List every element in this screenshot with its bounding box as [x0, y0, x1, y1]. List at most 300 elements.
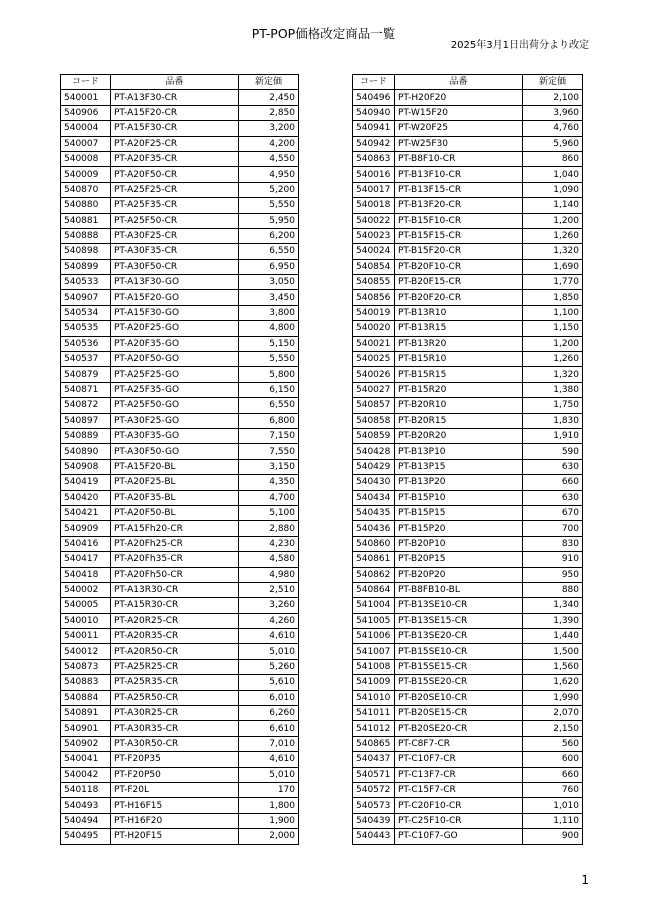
- product-code-cell: 540880: [61, 198, 111, 213]
- product-code-cell: 540864: [353, 582, 395, 597]
- table-row: [61, 459, 299, 474]
- price-cell: 670: [523, 505, 583, 520]
- product-name-cell: PT-A30R50-CR: [111, 736, 239, 751]
- price-cell: 6,800: [239, 413, 299, 428]
- product-name-cell: PT-A15F30-CR: [111, 121, 239, 136]
- product-name-cell: PT-A15F20-CR: [111, 105, 239, 120]
- price-cell: 1,560: [523, 659, 583, 674]
- price-cell: 1,320: [523, 244, 583, 259]
- table-row: [61, 613, 299, 628]
- price-cell: 4,760: [523, 121, 583, 136]
- product-name-cell: PT-A25R35-CR: [111, 675, 239, 690]
- product-name-cell: PT-B13SE15-CR: [395, 613, 523, 628]
- product-name-cell: PT-A30R35-CR: [111, 721, 239, 736]
- product-name-cell: PT-H20F20: [395, 90, 523, 105]
- table-row: [61, 367, 299, 382]
- price-cell: 2,850: [239, 105, 299, 120]
- product-code-cell: 540428: [353, 444, 395, 459]
- table-row: [353, 659, 583, 674]
- product-name-cell: PT-A15F30-GO: [111, 305, 239, 320]
- product-code-cell: 540860: [353, 536, 395, 551]
- table-row: [353, 490, 583, 505]
- product-code-cell: 540017: [353, 182, 395, 197]
- product-code-cell: 540863: [353, 151, 395, 166]
- product-name-cell: PT-A20F50-BL: [111, 505, 239, 520]
- product-code-cell: 540020: [353, 321, 395, 336]
- price-cell: 660: [523, 475, 583, 490]
- price-cell: 5,550: [239, 198, 299, 213]
- table-row: [353, 105, 583, 120]
- price-cell: 4,610: [239, 752, 299, 767]
- table-row: [353, 90, 583, 105]
- price-cell: 1,380: [523, 382, 583, 397]
- table-header-row: [353, 75, 583, 90]
- table-row: [353, 198, 583, 213]
- table-row: [353, 398, 583, 413]
- table-row: [61, 736, 299, 751]
- price-cell: 170: [239, 782, 299, 797]
- table-row: [61, 505, 299, 520]
- product-code-cell: 541010: [353, 690, 395, 705]
- table-row: [61, 275, 299, 290]
- table-row: [353, 706, 583, 721]
- table-row: [353, 275, 583, 290]
- table-row: [61, 644, 299, 659]
- product-name-cell: PT-B15P15: [395, 505, 523, 520]
- price-cell: 1,900: [239, 813, 299, 828]
- product-name-cell: PT-W20F25: [395, 121, 523, 136]
- product-name-cell: PT-B20F10-CR: [395, 259, 523, 274]
- product-name-cell: PT-B15SE10-CR: [395, 644, 523, 659]
- price-cell: 1,200: [523, 336, 583, 351]
- price-cell: 5,010: [239, 644, 299, 659]
- price-cell: 1,200: [523, 213, 583, 228]
- price-cell: 1,750: [523, 398, 583, 413]
- product-name-cell: PT-B20SE20-CR: [395, 721, 523, 736]
- product-name-cell: PT-B15P20: [395, 521, 523, 536]
- table-row: [61, 829, 299, 844]
- table-row: [353, 782, 583, 797]
- product-code-cell: 540862: [353, 567, 395, 582]
- table-row: [353, 228, 583, 243]
- table-row: [353, 444, 583, 459]
- product-code-cell: 541012: [353, 721, 395, 736]
- table-row: [353, 121, 583, 136]
- product-code-cell: 540881: [61, 213, 111, 228]
- table-row: [353, 428, 583, 443]
- product-name-cell: PT-B20F20-CR: [395, 290, 523, 305]
- product-code-cell: 540008: [61, 151, 111, 166]
- product-code-cell: 540007: [61, 136, 111, 151]
- product-name-cell: PT-A25R25-CR: [111, 659, 239, 674]
- price-cell: 830: [523, 536, 583, 551]
- column-header-code: コード: [61, 75, 111, 90]
- product-name-cell: PT-C20F10-CR: [395, 798, 523, 813]
- price-cell: 6,010: [239, 690, 299, 705]
- product-name-cell: PT-B15R10: [395, 352, 523, 367]
- document-title: PT-POP価格改定商品一覧: [251, 26, 396, 41]
- product-code-cell: 541007: [353, 644, 395, 659]
- table-row: [353, 613, 583, 628]
- price-cell: 4,980: [239, 567, 299, 582]
- product-name-cell: PT-A15R30-CR: [111, 598, 239, 613]
- product-name-cell: PT-H16F15: [111, 798, 239, 813]
- product-code-cell: 540419: [61, 475, 111, 490]
- table-row: [353, 598, 583, 613]
- product-name-cell: PT-B15R20: [395, 382, 523, 397]
- product-code-cell: 540496: [353, 90, 395, 105]
- product-name-cell: PT-B13SE20-CR: [395, 629, 523, 644]
- product-code-cell: 540537: [61, 352, 111, 367]
- price-cell: 1,690: [523, 259, 583, 274]
- table-row: [61, 213, 299, 228]
- product-code-cell: 540572: [353, 782, 395, 797]
- table-row: [61, 659, 299, 674]
- product-code-cell: 540891: [61, 706, 111, 721]
- product-code-cell: 540005: [61, 598, 111, 613]
- price-cell: 2,150: [523, 721, 583, 736]
- price-cell: 1,150: [523, 321, 583, 336]
- product-code-cell: 540042: [61, 767, 111, 782]
- table-row: [61, 552, 299, 567]
- product-code-cell: 540865: [353, 736, 395, 751]
- product-name-cell: PT-F20P50: [111, 767, 239, 782]
- table-row: [61, 813, 299, 828]
- product-name-cell: PT-B13P15: [395, 459, 523, 474]
- price-cell: 5,200: [239, 182, 299, 197]
- product-name-cell: PT-B20SE10-CR: [395, 690, 523, 705]
- product-name-cell: PT-H16F20: [111, 813, 239, 828]
- product-code-cell: 540855: [353, 275, 395, 290]
- product-code-cell: 540493: [61, 798, 111, 813]
- product-name-cell: PT-A30F50-CR: [111, 259, 239, 274]
- product-name-cell: PT-B20P15: [395, 552, 523, 567]
- product-code-cell: 540571: [353, 767, 395, 782]
- revision-date-note: 2025年3月1日出荷分より改定: [450, 40, 589, 51]
- price-cell: 6,260: [239, 706, 299, 721]
- product-code-cell: 540857: [353, 398, 395, 413]
- column-header-name: 品番: [395, 75, 523, 90]
- product-code-cell: 540010: [61, 613, 111, 628]
- price-cell: 3,800: [239, 305, 299, 320]
- price-cell: 1,090: [523, 182, 583, 197]
- product-name-cell: PT-C10F7-CR: [395, 752, 523, 767]
- product-name-cell: PT-A30F25-GO: [111, 413, 239, 428]
- price-cell: 6,200: [239, 228, 299, 243]
- product-name-cell: PT-A30F25-CR: [111, 228, 239, 243]
- product-name-cell: PT-A25F50-CR: [111, 213, 239, 228]
- product-code-cell: 540434: [353, 490, 395, 505]
- price-cell: 3,260: [239, 598, 299, 613]
- product-code-cell: 540041: [61, 752, 111, 767]
- table-row: [353, 736, 583, 751]
- product-code-cell: 540026: [353, 367, 395, 382]
- price-cell: 6,950: [239, 259, 299, 274]
- price-cell: 4,800: [239, 321, 299, 336]
- price-cell: 1,620: [523, 675, 583, 690]
- product-code-cell: 540023: [353, 228, 395, 243]
- price-cell: 1,260: [523, 228, 583, 243]
- price-cell: 1,040: [523, 167, 583, 182]
- product-name-cell: PT-A20F25-GO: [111, 321, 239, 336]
- price-cell: 5,150: [239, 336, 299, 351]
- table-row: [353, 675, 583, 690]
- table-row: [353, 459, 583, 474]
- product-code-cell: 540012: [61, 644, 111, 659]
- price-cell: 5,550: [239, 352, 299, 367]
- product-name-cell: PT-B13P20: [395, 475, 523, 490]
- table-row: [353, 244, 583, 259]
- product-name-cell: PT-B15SE20-CR: [395, 675, 523, 690]
- price-cell: 3,050: [239, 275, 299, 290]
- product-name-cell: PT-A20F25-CR: [111, 136, 239, 151]
- product-code-cell: 540024: [353, 244, 395, 259]
- price-cell: 1,440: [523, 629, 583, 644]
- product-code-cell: 540861: [353, 552, 395, 567]
- table-row: [353, 690, 583, 705]
- product-name-cell: PT-A25F25-CR: [111, 182, 239, 197]
- table-row: [353, 521, 583, 536]
- product-name-cell: PT-A20R25-CR: [111, 613, 239, 628]
- product-code-cell: 541008: [353, 659, 395, 674]
- product-name-cell: PT-A25F35-CR: [111, 198, 239, 213]
- product-code-cell: 540884: [61, 690, 111, 705]
- price-cell: 7,150: [239, 428, 299, 443]
- table-row: [353, 259, 583, 274]
- price-cell: 3,200: [239, 121, 299, 136]
- product-name-cell: PT-A20F35-CR: [111, 151, 239, 166]
- product-code-cell: 540002: [61, 582, 111, 597]
- product-code-cell: 540025: [353, 352, 395, 367]
- price-table-right: [352, 74, 583, 845]
- table-row: [61, 305, 299, 320]
- product-code-cell: 540435: [353, 505, 395, 520]
- product-name-cell: PT-B15F10-CR: [395, 213, 523, 228]
- product-name-cell: PT-B13F15-CR: [395, 182, 523, 197]
- price-cell: 2,000: [239, 829, 299, 844]
- table-row: [353, 382, 583, 397]
- table-row: [353, 151, 583, 166]
- table-row: [61, 675, 299, 690]
- price-cell: 2,070: [523, 706, 583, 721]
- price-cell: 1,910: [523, 428, 583, 443]
- product-code-cell: 540573: [353, 798, 395, 813]
- product-name-cell: PT-B13P10: [395, 444, 523, 459]
- price-cell: 6,610: [239, 721, 299, 736]
- table-row: [353, 829, 583, 844]
- table-row: [61, 536, 299, 551]
- product-name-cell: PT-A20Fh50-CR: [111, 567, 239, 582]
- table-row: [353, 413, 583, 428]
- product-code-cell: 541006: [353, 629, 395, 644]
- product-code-cell: 541011: [353, 706, 395, 721]
- product-code-cell: 541009: [353, 675, 395, 690]
- price-cell: 950: [523, 567, 583, 582]
- table-row: [61, 428, 299, 443]
- table-row: [61, 490, 299, 505]
- product-code-cell: 540888: [61, 228, 111, 243]
- price-cell: 5,010: [239, 767, 299, 782]
- product-name-cell: PT-A20F25-BL: [111, 475, 239, 490]
- product-name-cell: PT-A20Fh35-CR: [111, 552, 239, 567]
- price-cell: 3,450: [239, 290, 299, 305]
- product-name-cell: PT-B20P20: [395, 567, 523, 582]
- table-row: [61, 767, 299, 782]
- product-code-cell: 540430: [353, 475, 395, 490]
- product-name-cell: PT-A13R30-CR: [111, 582, 239, 597]
- price-cell: 5,260: [239, 659, 299, 674]
- table-row: [61, 290, 299, 305]
- table-row: [353, 644, 583, 659]
- table-row: [353, 813, 583, 828]
- product-code-cell: 540418: [61, 567, 111, 582]
- price-cell: 5,960: [523, 136, 583, 151]
- product-name-cell: PT-B15F15-CR: [395, 228, 523, 243]
- product-name-cell: PT-W15F20: [395, 105, 523, 120]
- product-name-cell: PT-B20F15-CR: [395, 275, 523, 290]
- product-name-cell: PT-B20P10: [395, 536, 523, 551]
- product-name-cell: PT-A13F30-CR: [111, 90, 239, 105]
- product-name-cell: PT-B20R20: [395, 428, 523, 443]
- price-cell: 4,350: [239, 475, 299, 490]
- product-name-cell: PT-B15SE15-CR: [395, 659, 523, 674]
- price-cell: 1,010: [523, 798, 583, 813]
- product-code-cell: 540899: [61, 259, 111, 274]
- table-row: [353, 536, 583, 551]
- column-header-name: 品番: [111, 75, 239, 90]
- product-name-cell: PT-H20F15: [111, 829, 239, 844]
- product-name-cell: PT-B15F20-CR: [395, 244, 523, 259]
- table-row: [353, 336, 583, 351]
- product-code-cell: 540890: [61, 444, 111, 459]
- table-row: [61, 105, 299, 120]
- price-table-left-body: [61, 90, 299, 844]
- price-cell: 600: [523, 752, 583, 767]
- product-code-cell: 540437: [353, 752, 395, 767]
- price-cell: 6,550: [239, 244, 299, 259]
- product-name-cell: PT-A20Fh25-CR: [111, 536, 239, 551]
- price-cell: 1,990: [523, 690, 583, 705]
- page-number: 1: [581, 873, 589, 887]
- product-code-cell: 540941: [353, 121, 395, 136]
- product-name-cell: PT-B13F20-CR: [395, 198, 523, 213]
- price-cell: 4,260: [239, 613, 299, 628]
- price-cell: 5,610: [239, 675, 299, 690]
- product-name-cell: PT-F20P35: [111, 752, 239, 767]
- product-name-cell: PT-B13R10: [395, 305, 523, 320]
- price-cell: 1,260: [523, 352, 583, 367]
- table-row: [61, 629, 299, 644]
- table-row: [353, 798, 583, 813]
- table-row: [61, 752, 299, 767]
- product-code-cell: 540873: [61, 659, 111, 674]
- product-name-cell: PT-B20SE15-CR: [395, 706, 523, 721]
- table-row: [61, 259, 299, 274]
- price-cell: 1,770: [523, 275, 583, 290]
- table-row: [61, 567, 299, 582]
- price-cell: 590: [523, 444, 583, 459]
- product-code-cell: 540879: [61, 367, 111, 382]
- product-name-cell: PT-A25F25-GO: [111, 367, 239, 382]
- product-code-cell: 540870: [61, 182, 111, 197]
- product-code-cell: 540027: [353, 382, 395, 397]
- table-row: [61, 721, 299, 736]
- product-name-cell: PT-A20F50-CR: [111, 167, 239, 182]
- table-row: [353, 213, 583, 228]
- product-code-cell: 540018: [353, 198, 395, 213]
- table-header-row: [61, 75, 299, 90]
- product-code-cell: 541004: [353, 598, 395, 613]
- product-code-cell: 540889: [61, 428, 111, 443]
- price-cell: 4,550: [239, 151, 299, 166]
- product-code-cell: 540854: [353, 259, 395, 274]
- product-code-cell: 540534: [61, 305, 111, 320]
- product-name-cell: PT-B13SE10-CR: [395, 598, 523, 613]
- table-row: [61, 352, 299, 367]
- price-cell: 4,950: [239, 167, 299, 182]
- price-cell: 1,390: [523, 613, 583, 628]
- table-row: [61, 198, 299, 213]
- table-row: [353, 505, 583, 520]
- price-cell: 5,100: [239, 505, 299, 520]
- table-row: [61, 167, 299, 182]
- price-cell: 7,010: [239, 736, 299, 751]
- product-code-cell: 540909: [61, 521, 111, 536]
- table-row: [353, 367, 583, 382]
- table-row: [61, 475, 299, 490]
- product-name-cell: PT-B13R15: [395, 321, 523, 336]
- price-cell: 1,850: [523, 290, 583, 305]
- price-cell: 3,960: [523, 105, 583, 120]
- price-cell: 7,550: [239, 444, 299, 459]
- product-name-cell: PT-B8F10-CR: [395, 151, 523, 166]
- table-row: [61, 244, 299, 259]
- product-code-cell: 540942: [353, 136, 395, 151]
- table-row: [61, 413, 299, 428]
- price-cell: 1,340: [523, 598, 583, 613]
- price-cell: 4,610: [239, 629, 299, 644]
- column-header-price: 新定価: [239, 75, 299, 90]
- product-name-cell: PT-F20L: [111, 782, 239, 797]
- product-code-cell: 540420: [61, 490, 111, 505]
- product-name-cell: PT-B20R15: [395, 413, 523, 428]
- price-cell: 2,880: [239, 521, 299, 536]
- product-code-cell: 540022: [353, 213, 395, 228]
- product-name-cell: PT-A20F35-BL: [111, 490, 239, 505]
- product-code-cell: 540001: [61, 90, 111, 105]
- product-name-cell: PT-A15F20-GO: [111, 290, 239, 305]
- table-row: [61, 382, 299, 397]
- product-code-cell: 540908: [61, 459, 111, 474]
- product-code-cell: 540011: [61, 629, 111, 644]
- product-code-cell: 540535: [61, 321, 111, 336]
- table-row: [353, 552, 583, 567]
- product-code-cell: 540536: [61, 336, 111, 351]
- table-row: [61, 228, 299, 243]
- product-name-cell: PT-A15Fh20-CR: [111, 521, 239, 536]
- product-name-cell: PT-A20R35-CR: [111, 629, 239, 644]
- product-name-cell: PT-C13F7-CR: [395, 767, 523, 782]
- price-cell: 4,700: [239, 490, 299, 505]
- price-cell: 660: [523, 767, 583, 782]
- product-code-cell: 540871: [61, 382, 111, 397]
- product-code-cell: 540436: [353, 521, 395, 536]
- product-code-cell: 540004: [61, 121, 111, 136]
- product-name-cell: PT-A30R25-CR: [111, 706, 239, 721]
- product-code-cell: 540859: [353, 428, 395, 443]
- product-name-cell: PT-A20F35-GO: [111, 336, 239, 351]
- product-code-cell: 540118: [61, 782, 111, 797]
